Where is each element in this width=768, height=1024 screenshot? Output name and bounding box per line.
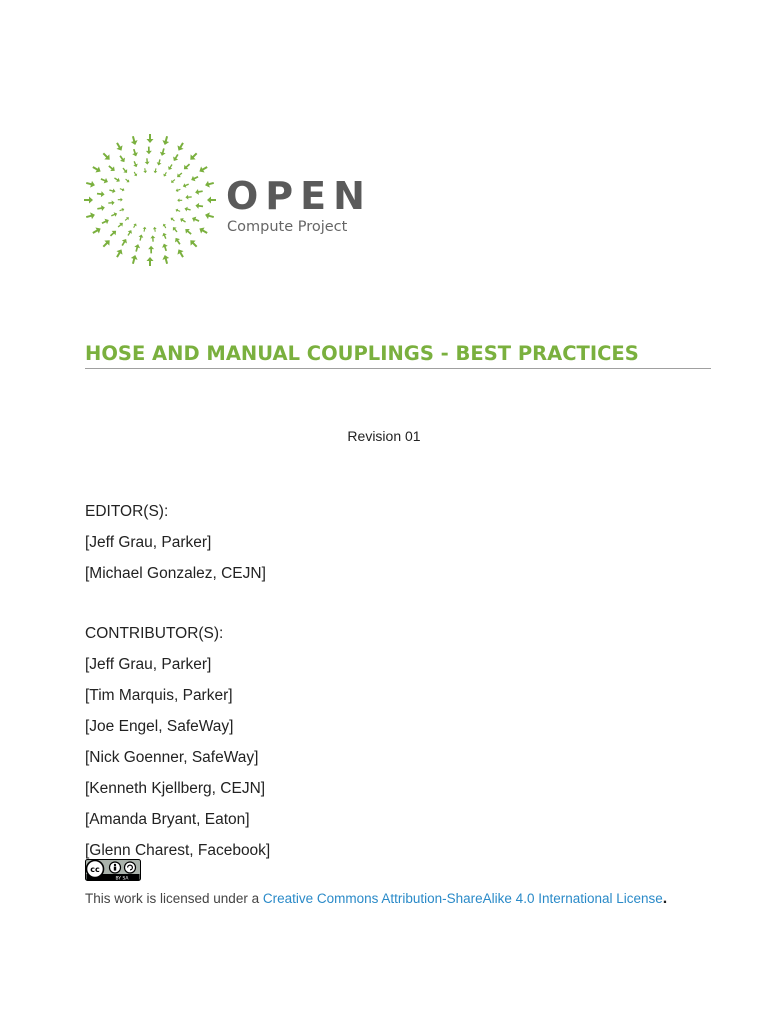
license-statement — [85, 890, 667, 908]
logo-arrow — [131, 148, 139, 157]
logo-arrow — [85, 180, 96, 189]
contributor-name: [Tim Marquis, Parker] — [85, 687, 233, 704]
logo-arrow — [184, 206, 191, 212]
logo-arrow — [185, 194, 192, 199]
logo-arrow — [100, 176, 109, 184]
logo-wordmark: OPEN — [226, 174, 372, 218]
logo-arrow — [175, 248, 186, 259]
logo-arrow — [108, 200, 115, 205]
logo-arrow — [156, 159, 162, 166]
logo-arrow — [175, 141, 186, 152]
contributor-name: [Nick Goenner, SafeWay] — [85, 749, 259, 766]
logo-arrow — [207, 197, 216, 204]
logo-arrow — [101, 238, 112, 249]
logo-arrow — [142, 226, 147, 232]
logo-arrow — [110, 211, 118, 218]
logo-arrow — [159, 148, 167, 157]
logo-arrow — [132, 222, 138, 228]
logo-arrow — [161, 254, 170, 265]
logo-arrow — [204, 211, 215, 220]
logo-arrow — [144, 158, 149, 165]
logo-arrow — [171, 153, 180, 163]
logo-arrow — [91, 164, 102, 175]
logo-arrow — [126, 229, 133, 237]
editor-name: [Michael Gonzalez, CEJN] — [85, 565, 266, 582]
contributor-name: [Joe Engel, SafeWay] — [85, 718, 234, 735]
logo-arrow — [97, 191, 105, 198]
logo-arrow — [161, 135, 170, 146]
contributor-name: [Glenn Charest, Facebook] — [85, 842, 271, 859]
editor-name: [Jeff Grau, Parker] — [85, 534, 212, 551]
logo-arrow — [188, 151, 199, 162]
logo-arrow — [175, 208, 181, 213]
document-title: HOSE AND MANUAL COUPLINGS - BEST PRACTICES — [85, 340, 711, 369]
logo-arrow — [133, 243, 141, 252]
logo-arrow — [114, 141, 125, 152]
logo-arrow — [195, 203, 203, 210]
contributor-name: [Kenneth Kjellberg, CEJN] — [85, 780, 266, 797]
logo-arrow — [167, 163, 174, 171]
license-link[interactable]: Creative Commons Attribution-ShareAlike 4.0 International License — [262, 891, 663, 906]
contributors-heading: CONTRIBUTOR(S): — [85, 625, 224, 642]
logo-arrow — [101, 217, 110, 226]
logo-arrow — [162, 223, 168, 229]
license-suffix: . — [662, 890, 668, 907]
logo-arrow — [84, 197, 93, 204]
logo-arrow — [153, 168, 158, 174]
logo-arrow — [171, 226, 179, 234]
logo-arrow — [182, 182, 190, 189]
logo-arrow — [183, 227, 193, 236]
logo-arrow — [175, 188, 181, 193]
logo-arrow — [173, 236, 182, 246]
editors-section — [85, 496, 266, 589]
logo-arrow — [118, 154, 127, 164]
ocp-arrow-circle-icon — [82, 132, 218, 268]
logo-arrow — [190, 174, 199, 183]
revision-label: Revision 01 — [347, 428, 421, 444]
logo-arrow — [161, 232, 168, 240]
logo-arrow — [147, 257, 154, 266]
logo-arrow — [124, 178, 130, 184]
logo-arrow — [101, 151, 112, 162]
logo-arrow — [143, 168, 148, 174]
logo-arrow — [162, 171, 168, 177]
contributor-name: [Jeff Grau, Parker] — [85, 656, 212, 673]
logo-arrow — [138, 234, 144, 241]
logo-arrow — [198, 225, 209, 236]
license-prefix: This work is licensed under a — [85, 891, 263, 906]
logo-arrow — [195, 188, 204, 195]
logo-arrow — [97, 205, 106, 212]
logo-arrow — [191, 215, 200, 223]
logo-arrow — [119, 207, 125, 212]
logo-arrow — [130, 254, 139, 265]
logo-arrow — [133, 171, 139, 177]
editors-heading: EDITOR(S): — [85, 503, 169, 520]
logo-arrow — [118, 198, 123, 202]
logo-arrow — [107, 164, 117, 173]
logo-arrow — [130, 135, 139, 146]
logo-arrow — [124, 216, 130, 222]
logo-arrow — [148, 246, 154, 254]
logo-arrow — [108, 229, 118, 239]
logo-arrow — [170, 178, 176, 184]
logo-arrow — [113, 176, 121, 183]
contributor-name: [Amanda Bryant, Eaton] — [85, 811, 250, 828]
logo-arrow — [169, 216, 175, 222]
logo-arrow — [182, 162, 192, 172]
logo-arrow — [114, 248, 125, 259]
logo-arrow — [120, 237, 129, 247]
contributors-section — [85, 618, 270, 866]
logo-arrow — [176, 171, 184, 179]
logo-arrow — [188, 238, 199, 249]
logo-arrow — [117, 221, 125, 229]
logo-arrow — [150, 235, 155, 242]
logo-arrow — [132, 160, 139, 168]
ocp-logo — [82, 132, 372, 272]
logo-arrow — [85, 211, 96, 220]
logo-subtitle: Compute Project — [227, 219, 348, 235]
logo-arrow — [119, 187, 125, 192]
cc-by-sa-badge-icon[interactable] — [85, 859, 141, 881]
cc-badge-text: BY SA — [115, 876, 129, 881]
logo-arrow — [204, 180, 215, 189]
logo-arrow — [153, 227, 158, 233]
logo-arrow — [161, 243, 169, 252]
logo-arrow — [177, 198, 182, 202]
logo-arrow — [121, 167, 129, 175]
logo-arrow — [109, 188, 116, 194]
svg-text:cc: cc — [90, 865, 100, 874]
logo-arrow — [91, 225, 102, 236]
logo-arrow — [179, 217, 187, 224]
logo-arrow — [146, 147, 152, 155]
logo-arrow — [147, 134, 154, 143]
logo-arrow — [198, 164, 209, 175]
